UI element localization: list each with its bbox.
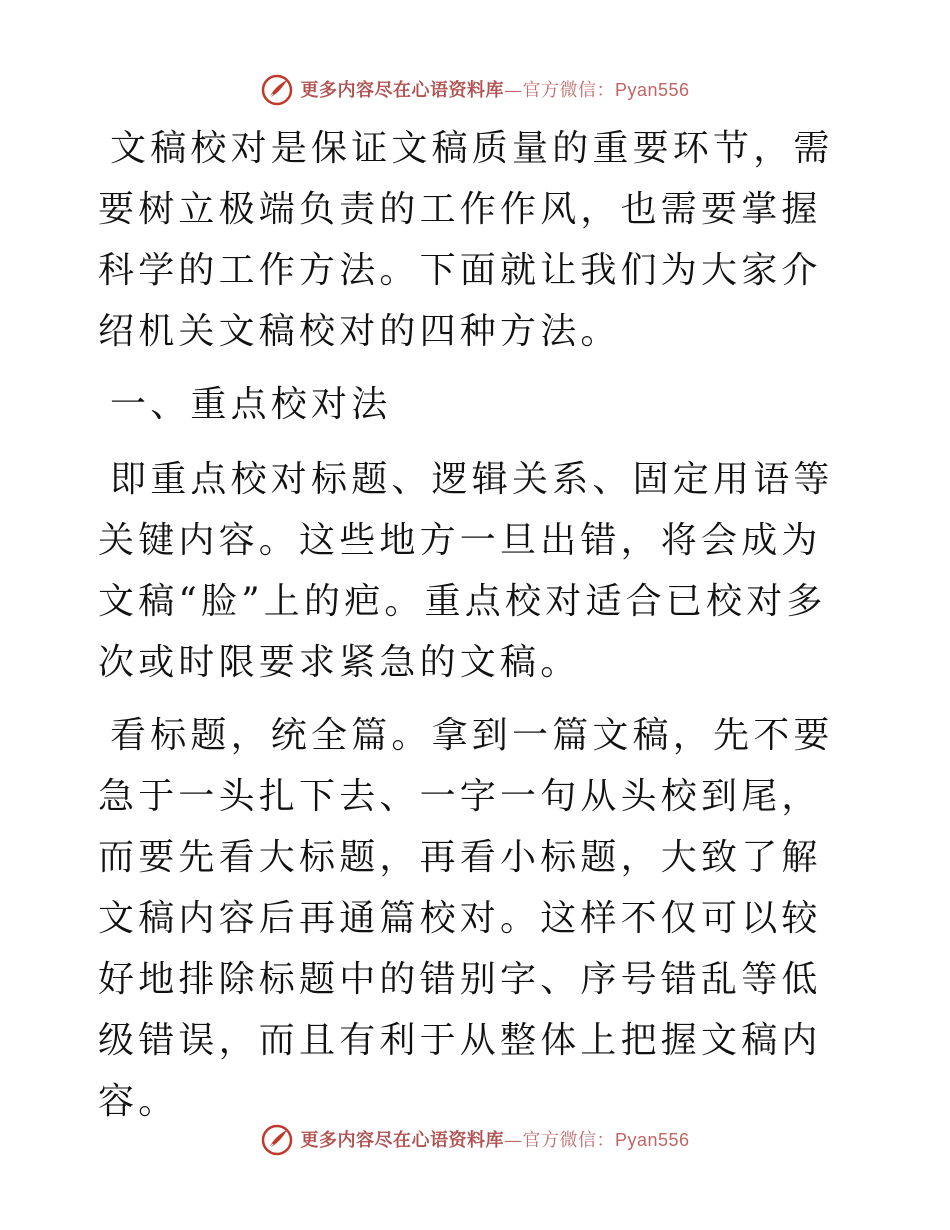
footer-banner-text	[300, 1131, 689, 1150]
paragraph-method-description: 即重点校对标题、逻辑关系、固定用语等关键内容。这些地方一旦出错，将会成为文稿“脸”上的疤。重点校对适合已校对多次或时限要求紧急的文稿。	[98, 459, 834, 683]
header-banner	[0, 70, 950, 110]
quill-logo-icon	[260, 73, 294, 107]
header-banner-id: Pyan556	[614, 79, 690, 100]
header-banner-contact: —官方微信：	[503, 79, 615, 101]
footer-banner-contact: —官方微信：	[503, 1129, 615, 1151]
header-banner-main: 更多内容尽在心语资料库	[300, 79, 504, 101]
paragraph-title-check: 看标题，统全篇。拿到一篇文稿，先不要急于一头扎下去、一字一句从头校到尾，而要先看大标题，再看小标题，大致了解文稿内容后再通篇校对。这样不仅可以较好地排除标题中的错别字、序号错乱等低级错误，而且有利于从整体上把握文稿内容。	[98, 715, 834, 1122]
footer-banner-main: 更多内容尽在心语资料库	[300, 1129, 504, 1151]
footer-banner-id: Pyan556	[614, 1129, 690, 1150]
header-banner-text	[300, 81, 689, 100]
quill-logo-icon	[260, 1123, 294, 1157]
section-heading: 一、重点校对法	[110, 384, 392, 425]
document-body	[98, 118, 852, 1144]
footer-banner	[0, 1120, 950, 1160]
paragraph-intro: 文稿校对是保证文稿质量的重要环节，需要树立极端负责的工作作风，也需要掌握科学的工作方法。下面就让我们为大家介绍机关文稿校对的四种方法。	[98, 128, 834, 352]
